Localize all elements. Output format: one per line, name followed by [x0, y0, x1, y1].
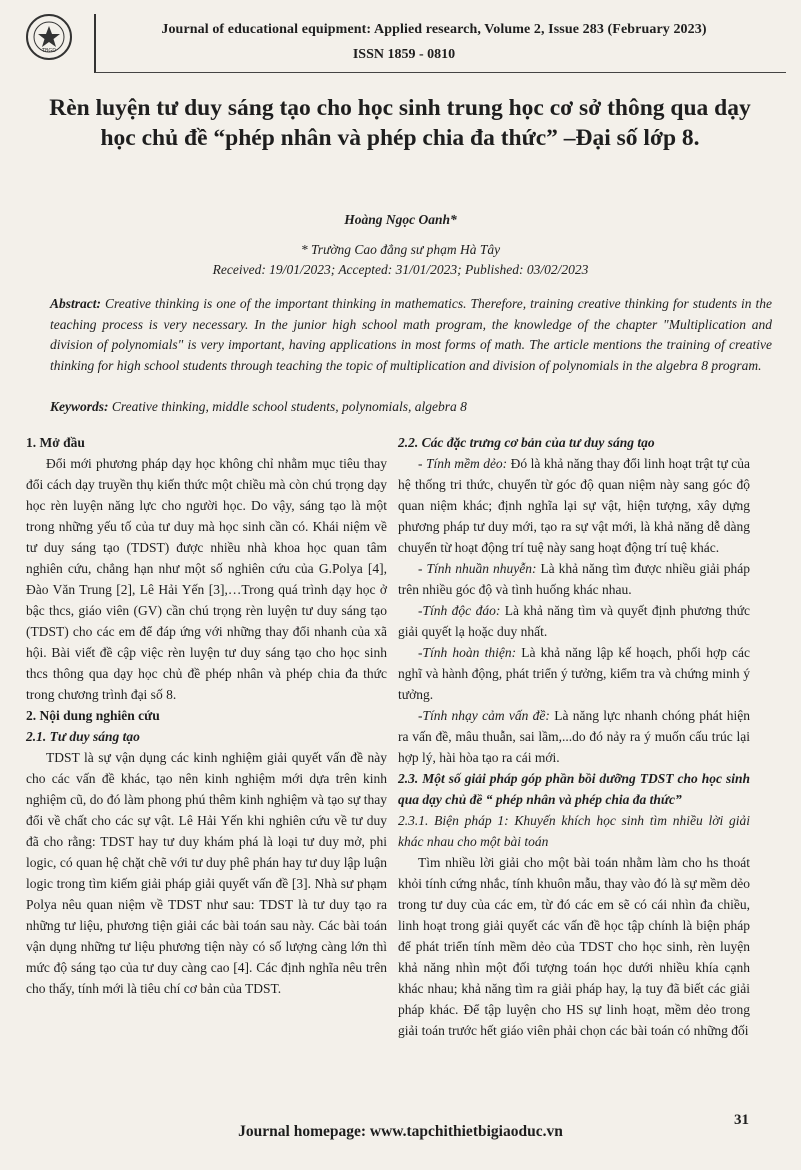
trait-flexibility-text: Đó là khả năng thay đổi linh hoạt trật tự của hệ thống tri thức, chuyển từ góc độ quan niệm này sang góc độ quan niệm khác; định nghĩa lại sự vật, hiện tượng, xây dựng phương pháp tư duy mới, tạo ra sự vật mới, là khả năng dễ dàng chuyển từ hoạt động trí tuệ này sang hoạt động trí tuệ khác. — [398, 456, 750, 555]
trait-completeness — [398, 642, 750, 705]
abstract — [50, 294, 772, 376]
abstract-label: Abstract: — [50, 296, 102, 311]
trait-fluency-label: - Tính nhuần nhuyễn: — [418, 561, 537, 576]
subsection-heading-characteristics: 2.2. Các đặc trưng cơ bản của tư duy sáng tạo — [398, 435, 655, 450]
trait-originality-text: Là khả năng tìm và quyết định phương thức giải quyết lạ hoặc duy nhất. — [398, 603, 750, 639]
trait-originality-label: -Tính độc đáo: — [418, 603, 501, 618]
keywords-label: Keywords: — [50, 399, 109, 414]
paragraph-measure-1: Tìm nhiều lời giải cho một bài toán nhằm làm cho hs thoát khỏi tính cứng nhắc, tính khuôn mẫu, thay vào đó là sự mềm dẻo trong tư duy của các em, từ đó các em sẽ có cái nhìn đa chiều, linh hoạt trong giải quyết các vấn đề học tập chính là biện pháp để phát triển tính mềm dẻo của TDST cho học sinh, rèn luyện khả năng nhìn một đối tượng toán học dưới nhiều khía cạnh khác nhau; khả năng tìm ra giải pháp hay, lạ tuy đã biết các giải pháp khác. Để tập luyện cho HS sự linh hoạt, mềm dẻo trong giải toán trước hết giáo viên phải chọn các bài toán có những đối — [398, 855, 750, 1038]
trait-completeness-text: Là khả năng lập kế hoạch, phối hợp các nghĩ và hành động, phát triển ý tưởng, kiểm tra và chứng minh ý tưởng. — [398, 645, 750, 702]
trait-completeness-label: -Tính hoàn thiện: — [418, 645, 517, 660]
trait-fluency — [398, 558, 750, 600]
journal-homepage: Journal homepage: www.tapchithietbigiaoduc.vn — [238, 1123, 563, 1140]
right-column — [398, 432, 750, 1041]
trait-flexibility — [398, 453, 750, 558]
publication-dates: Received: 19/01/2023; Accepted: 31/01/2023; Published: 03/02/2023 — [212, 262, 589, 277]
paragraph-intro: Đổi mới phương pháp dạy học không chỉ nhằm mục tiêu thay đổi cách dạy truyền thụ kiến thức một chiều mà còn chú trọng dạy học rèn luyện năng lực cho người học. Do vậy, sáng tạo là một trong những yếu tố của tư duy mà học sinh cần có. Khái niệm về tư duy sáng tạo (TDST) được nhiều nhà khoa học quan tâm nghiên cứu, chẳng hạn như một số nghiên cứu của G.Polya [4], Đào Văn Trung [2], Lê Hải Yến [3],…Trong quá trình dạy học ở bậc thcs, giáo viên (GV) cần chú trọng rèn luyện tư duy sáng tạo (TDST) cho các em để đáp ứng với những thay đổi nhanh của xã hội. Bài viết đề cập việc rèn luyện tư duy sáng tạo cho học sinh thcs thông qua dạy học chủ đề phép nhân và phép chia đa thức trong chương trình đại số 8. — [26, 456, 387, 702]
keywords — [50, 399, 772, 415]
trait-sensitivity-label: -Tính nhạy cảm vấn đề: — [418, 708, 550, 723]
subsection-heading-creative-thinking: 2.1. Tư duy sáng tạo — [26, 729, 140, 744]
trait-flexibility-label: - Tính mềm dẻo: — [418, 456, 508, 471]
svg-text:TBGD: TBGD — [41, 48, 57, 54]
paragraph-creative-thinking: TDST là sự vận dụng các kinh nghiệm giải quyết vấn đề này cho các vấn đề khác, tạo nên kinh nghiệm mới dựa trên kinh nghiệm cũ, do đó làm phong phú thêm kinh nghiệm và tạo sự thay đổi về chất cho các sự vật. Lê Hải Yến khi nghiên cứu về tư duy đã cho rằng: TDST hay tư duy khám phá là loại tư duy mở, phi logic, có quan hệ chặt chẽ với tư duy phê phán hay tư duy lập luận logic trong tìm kiếm giải pháp giải quyết vấn đề [3]. Nhà sư phạm Polya nêu quan niệm về TDST như sau: TDST là tư duy tạo ra những tư liệu, phương tiện giải các bài toán sau này. Các bài toán vận dụng những tư liệu phương tiện này có số lượng càng lớn thì mức độ sáng tạo của tư duy càng cao [4]. Các định nghĩa nêu trên cho thấy, tính mới là tiêu chí cơ bản của TDST. — [26, 750, 387, 996]
author-name: Hoàng Ngọc Oanh* — [344, 212, 457, 227]
author-affiliation: * Trường Cao đẳng sư phạm Hà Tây — [300, 242, 501, 257]
journal-logo-icon — [32, 20, 66, 54]
issn: ISSN 1859 - 0810 — [352, 47, 456, 62]
abstract-text: Creative thinking is one of the important thinking in mathematics. Therefore, training creative thinking for students in the teaching process is very necessary. In the junior high school math program, the knowledge of the chapter "Multiplication and division of polynomials" is very important, having applications in most forms of math. The article mentions the training of creative thinking for high school students through teaching the topic of multiplication and division of polynomials in the algebra 8 program. — [50, 296, 772, 373]
left-column — [26, 432, 387, 999]
journal-info: Journal of educational equipment: Applied research, Volume 2, Issue 283 (February 2023) — [161, 22, 707, 37]
section-heading-intro: 1. Mở đầu — [26, 435, 85, 450]
page-number: 31 — [734, 1112, 749, 1128]
subsection-heading-solutions: 2.3. Một số giải pháp góp phần bồi dưỡng TDST cho học sinh qua dạy chủ đề “ phép nhân và phép chia đa thức” — [398, 771, 750, 807]
trait-originality — [398, 600, 750, 642]
trait-sensitivity-text: Là năng lực nhanh chóng phát hiện ra vấn đề, mâu thuẫn, sai lầm,...do đó nảy ra ý muốn cấu trúc lại hợp lý, hài hòa tạo ra cái mới. — [398, 708, 750, 765]
trait-fluency-text: Là khả năng tìm được nhiều giải pháp trên nhiều góc độ và tình huống khác nhau. — [398, 561, 751, 597]
section-heading-content: 2. Nội dung nghiên cứu — [26, 708, 160, 723]
trait-sensitivity — [398, 705, 750, 768]
journal-logo — [26, 14, 72, 60]
keywords-text: Creative thinking, middle school students, polynomials, algebra 8 — [108, 399, 467, 414]
article-title: Rèn luyện tư duy sáng tạo cho học sinh trung học cơ sở thông qua dạy học chủ đề “phép nhân và phép chia đa thức” –Đại số lớp 8. — [49, 95, 751, 151]
subsubsection-heading-measure-1: 2.3.1. Biện pháp 1: Khuyến khích học sinh tìm nhiều lời giải khác nhau cho một bài toán — [398, 813, 750, 849]
